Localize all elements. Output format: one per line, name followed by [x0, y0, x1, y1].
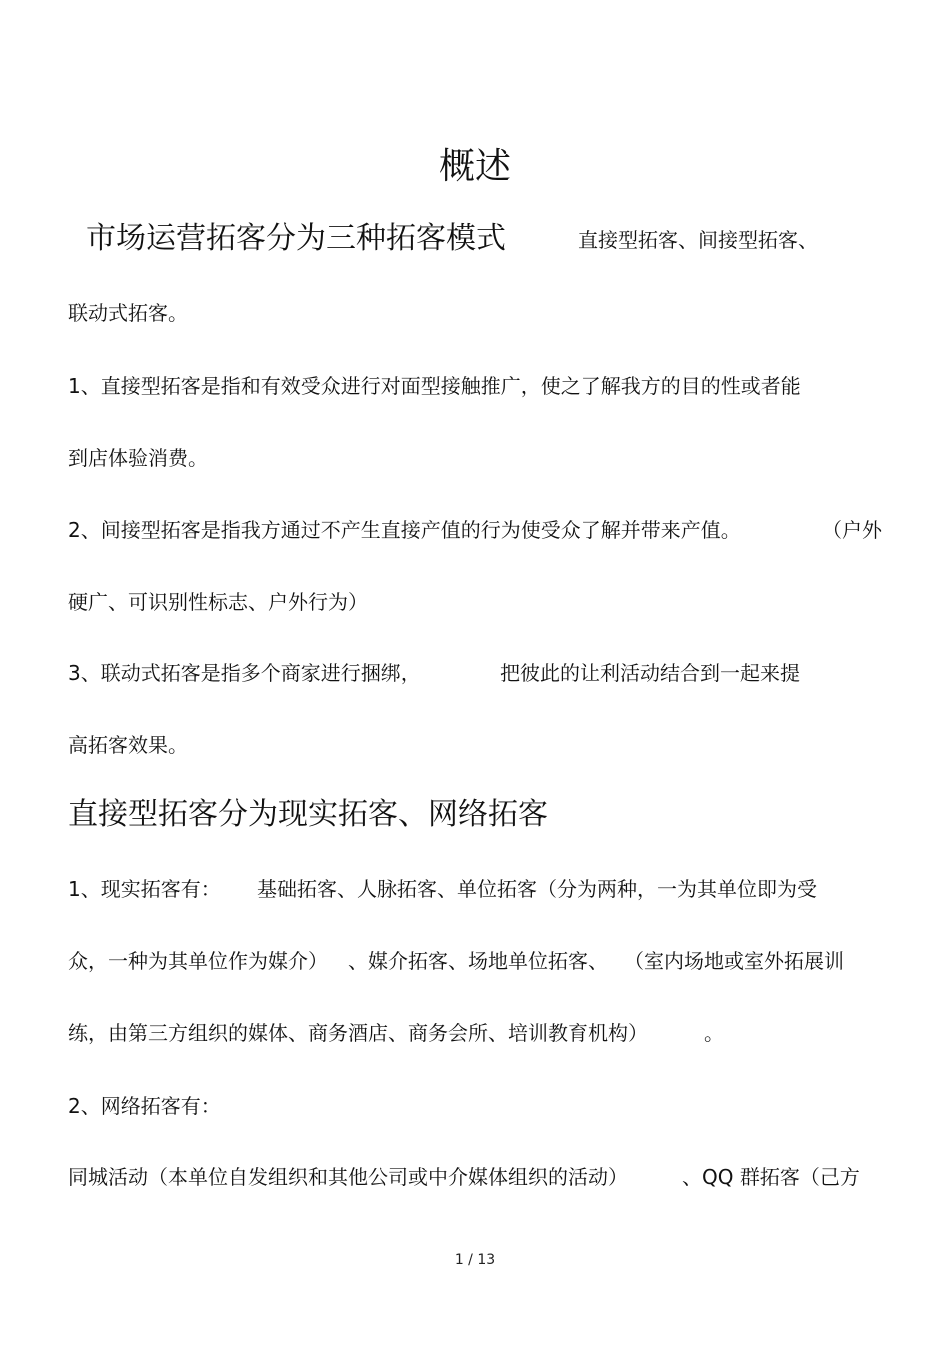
- mode-1-line-1: 1、直接型拓客是指和有效受众进行对面型接触推广，使之了解我方的目的性或者能: [68, 374, 801, 398]
- item-1-line-1: 基础拓客、人脉拓客、单位拓客（分为两种，一为其单位即为受: [257, 877, 817, 901]
- item-1-line-3a: 练，由第三方组织的媒体、商务酒店、商务会所、培训教育机构）: [68, 1021, 648, 1045]
- mode-3-line-2: 高拓客效果。: [68, 733, 188, 757]
- item-1-line-2a: 众，一种为其单位作为媒介）: [68, 949, 328, 973]
- mode-3-line-1: 3、联动式拓客是指多个商家进行捆绑，: [68, 661, 421, 685]
- item-2-line-1a: 同城活动（本单位自发组织和其他公司或中介媒体组织的活动）: [68, 1165, 628, 1189]
- mode-2-line-1-paren: （户外: [822, 518, 882, 542]
- intro-heading: 市场运营拓客分为三种拓客模式: [86, 221, 506, 256]
- mode-2-line-1: 2、间接型拓客是指我方通过不产生直接产值的行为使受众了解并带来产值。: [68, 518, 741, 542]
- item-1-line-2b: 、媒介拓客、场地单位拓客、: [348, 949, 608, 973]
- item-2-label: 2、网络拓客有：: [68, 1094, 221, 1118]
- item-1-line-2c: （室内场地或室外拓展训: [624, 949, 844, 973]
- item-1-label: 1、现实拓客有：: [68, 877, 221, 901]
- intro-tail: 直接型拓客、间接型拓客、: [578, 228, 818, 252]
- item-1-line-3b: 。: [704, 1021, 724, 1045]
- document-title: 概述: [438, 146, 511, 187]
- page-indicator: 1 / 13: [454, 1252, 496, 1268]
- mode-3-line-1-tail: 把彼此的让利活动结合到一起来提: [500, 661, 800, 685]
- intro-continuation: 联动式拓客。: [68, 301, 188, 325]
- mode-2-line-2: 硬广、可识别性标志、户外行为）: [68, 590, 368, 614]
- item-2-line-1b: 、QQ 群拓客（己方: [682, 1165, 860, 1189]
- section-heading: 直接型拓客分为现实拓客、网络拓客: [68, 797, 548, 832]
- mode-1-line-2: 到店体验消费。: [68, 446, 208, 470]
